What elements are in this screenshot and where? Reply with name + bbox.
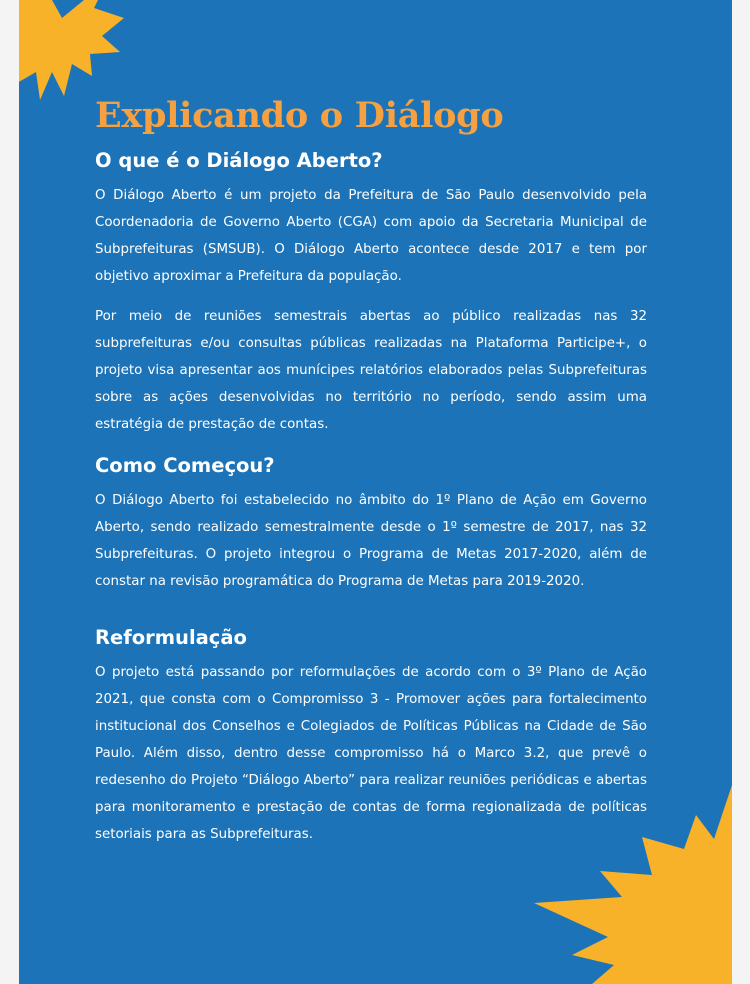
paragraph: Por meio de reuniões semestrais abertas ao público realizadas nas 32 subprefeituras e/ou consultas públicas realizadas na Plataforma Participe+, o projeto visa apresentar aos munícipes relatórios elaborados pelas Subprefeituras sobre as ações desenvolvidas no território no período, sendo assim uma estratégia de prestação de contas. [95, 309, 647, 432]
page-title: Explicando o Diálogo [95, 95, 504, 136]
document-page [19, 0, 732, 984]
section-heading: Como Começou? [95, 454, 275, 477]
paragraph: O Diálogo Aberto foi estabelecido no âmbito do 1º Plano de Ação em Governo Aberto, sendo realizado semestralmente desde o 1º semestre de 2017, nas 32 Subprefeituras. O projeto integrou o Programa de Metas 2017-2020, além de constar na revisão programática do Programa de Metas para 2019-2020. [95, 493, 647, 589]
section-o-que-e [95, 148, 647, 438]
paragraph: O Diálogo Aberto é um projeto da Prefeitura de São Paulo desenvolvido pela Coordenadoria de Governo Aberto (CGA) com apoio da Secretaria Municipal de Subprefeituras (SMSUB). O Diálogo Aberto acontece desde 2017 e tem por objetivo aproximar a Prefeitura da população. [95, 188, 647, 284]
paragraph: O projeto está passando por reformulações de acordo com o 3º Plano de Ação 2021, que consta com o Compromisso 3 - Promover ações para fortalecimento institucional dos Conselhos e Colegiados de Políticas Públicas na Cidade de São Paulo. Além disso, dentro desse compromisso há o Marco 3.2, que prevê o redesenho do Projeto “Diálogo Aberto” para realizar reuniões periódicas e abertas para monitoramento e prestação de contas de forma regionalizada de políticas setoriais para as Subprefeituras. [95, 665, 647, 842]
content-area [95, 92, 647, 861]
section-heading: O que é o Diálogo Aberto? [95, 149, 383, 172]
section-reformulacao [95, 625, 647, 848]
section-como-comecou [95, 453, 647, 595]
section-heading: Reformulação [95, 626, 247, 649]
